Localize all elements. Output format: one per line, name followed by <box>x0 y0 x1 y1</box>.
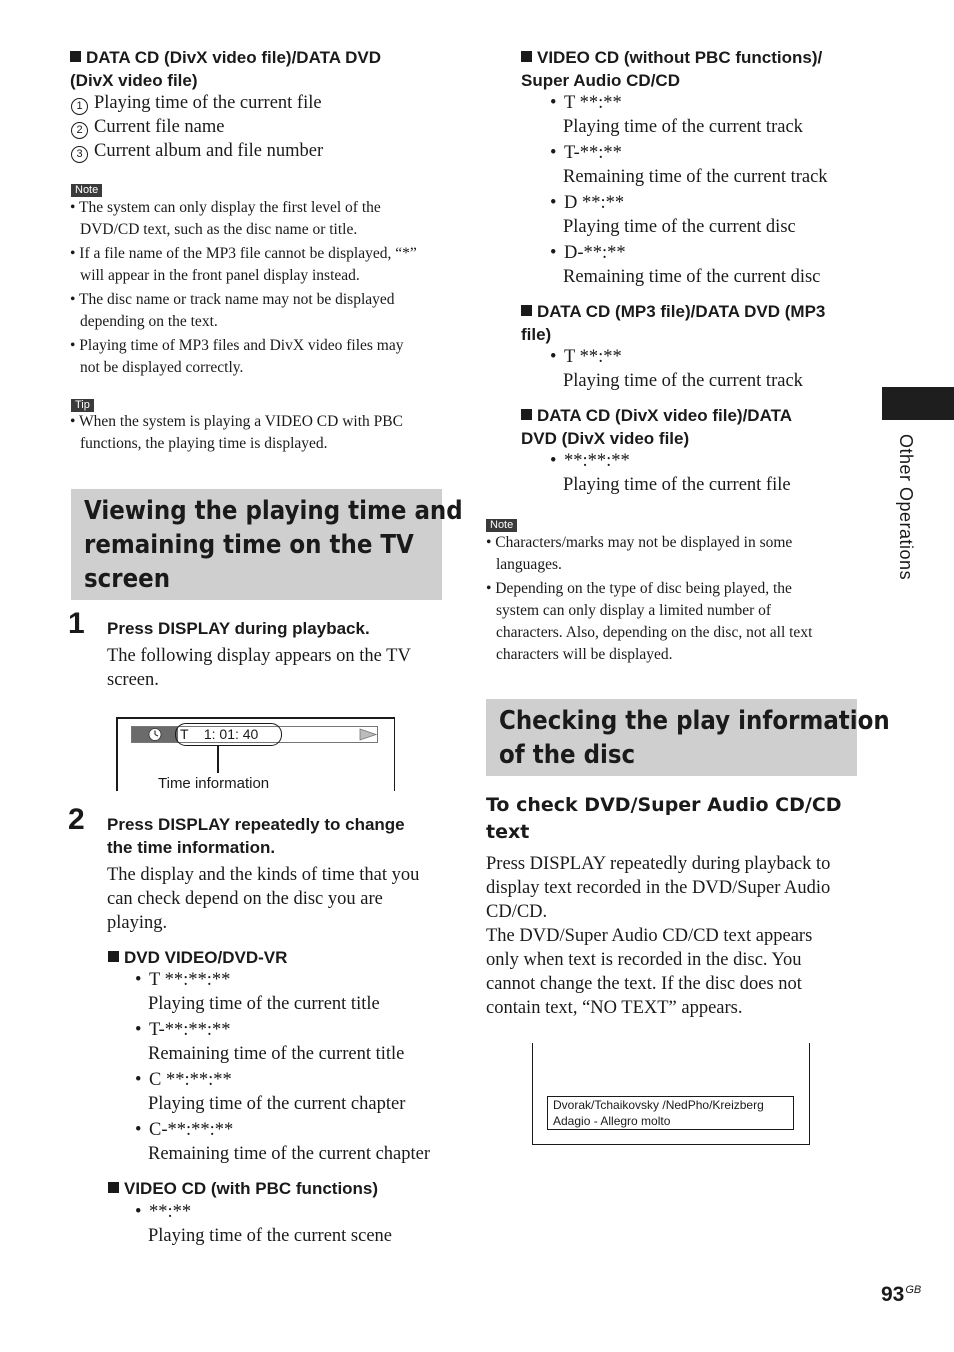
list-item: • C-**:**:** Remaining time of the current chapter <box>135 1120 431 1164</box>
square-bullet-icon <box>521 409 532 420</box>
step-1-body: The following display appears on the TV screen. <box>107 646 411 690</box>
list-item: • T-**:** Remaining time of the current track <box>550 143 828 187</box>
square-bullet-icon <box>108 1182 119 1193</box>
step-2-number: 2 <box>68 803 85 836</box>
number-circle-icon: 1 <box>71 98 88 115</box>
disc-text-paragraph: Press DISPLAY repeatedly during playback to display text recorded in the DVD/Super Audio CD/CD. The DVD/Super Audio CD/CD text appears only when text is recorded in the disc. You cannot change the text. If the disc does not contain text, “NO TEXT” appears. <box>486 854 831 1018</box>
list-item: • T-**:**:** Remaining time of the current title <box>135 1020 405 1064</box>
banner-title: Checking the play information of the disc <box>499 706 890 770</box>
vcd-heading: VIDEO CD (without PBC functions)/ Super Audio CD/CD <box>521 48 823 90</box>
step-2-title: Press DISPLAY repeatedly to change the time information. <box>107 815 405 857</box>
square-bullet-icon <box>108 951 119 962</box>
note-item: • The system can only display the first level of the DVD/CD text, such as the disc name or title. <box>70 199 381 238</box>
list-item: • T **:**:** Playing time of the current title <box>135 970 380 1014</box>
tv-osd-illustration <box>116 717 395 791</box>
square-bullet-icon <box>521 305 532 316</box>
note-label: Note <box>71 180 102 198</box>
list-item: • **:**:** Playing time of the current file <box>550 451 791 495</box>
list-item: • T **:** Playing time of the current track <box>550 347 803 391</box>
vcd-pbc-list <box>135 1200 392 1248</box>
vcd-pbc-heading: VIDEO CD (with PBC functions) <box>108 1177 378 1200</box>
osd-time-text: T 1: 01: 40 <box>180 726 259 742</box>
section-tab <box>882 387 954 420</box>
play-icon <box>359 728 377 746</box>
disc-text-subheading: To check DVD/Super Audio CD/CD text <box>486 794 842 843</box>
viewing-time-banner <box>71 489 463 600</box>
step-2-body: The display and the kinds of time that you can check depend on the disc you are playing. <box>107 865 420 933</box>
list-item: 1 Playing time of the current file <box>71 91 323 115</box>
note-item: • If a file name of the MP3 file cannot be displayed, “*” will appear in the front panel display instead. <box>70 245 417 284</box>
osd-caption: Time information <box>158 775 270 792</box>
numbered-list <box>71 91 323 163</box>
note-list <box>486 532 866 666</box>
divx-time-list <box>550 449 791 497</box>
dvd-time-list <box>135 968 430 1168</box>
note-item: • Depending on the type of disc being played, the system can only display a limited number of characters. Also, depending on the disc, not all text characters will be displayed. <box>486 580 813 663</box>
note-item: • Characters/marks may not be displayed in some languages. <box>486 534 793 573</box>
number-circle-icon: 3 <box>71 146 88 163</box>
banner-title: Viewing the playing time and remaining time on the TV screen <box>84 496 463 594</box>
sidebar-section-label: Other Operations <box>896 434 916 581</box>
disc-text-screen-illustration <box>532 1043 810 1145</box>
vcd-time-list <box>550 91 828 291</box>
clock-icon <box>132 727 178 742</box>
play-info-banner <box>486 699 890 776</box>
tip-text: • When the system is playing a VIDEO CD with PBC functions, the playing time is displayed. <box>70 413 403 452</box>
list-item: • **:** Playing time of the current scene <box>135 1202 393 1246</box>
disc-text-box: Dvorak/Tchaikovsky /NedPho/Kreizberg Adagio - Allegro molto <box>547 1096 794 1130</box>
divx-section-heading: DATA CD (DivX video file)/DATA DVD (DivX video file) <box>70 48 381 90</box>
tip-label: Tip <box>71 395 94 413</box>
square-bullet-icon <box>70 51 81 62</box>
divx-heading: DATA CD (DivX video file)/DATA DVD (DivX video file) <box>521 406 792 448</box>
list-item: 2 Current file name <box>71 115 323 139</box>
note-label: Note <box>486 515 517 533</box>
list-item: • C **:**:** Playing time of the current chapter <box>135 1070 406 1114</box>
number-circle-icon: 2 <box>71 122 88 139</box>
list-item: • D **:** Playing time of the current disc <box>550 193 796 237</box>
square-bullet-icon <box>521 51 532 62</box>
note-item: • Playing time of MP3 files and DivX video files may not be displayed correctly. <box>70 337 404 376</box>
dvd-heading: DVD VIDEO/DVD-VR <box>108 946 287 969</box>
list-item: 3 Current album and file number <box>71 139 323 163</box>
mp3-time-list <box>550 345 803 393</box>
step-1-number: 1 <box>68 607 85 640</box>
note-list <box>70 197 450 379</box>
list-item: • T **:** Playing time of the current track <box>550 93 803 137</box>
note-item: • The disc name or track name may not be displayed depending on the text. <box>70 291 395 330</box>
step-1-title: Press DISPLAY during playback. <box>107 619 370 638</box>
callout-line <box>217 746 219 773</box>
list-item: • D-**:** Remaining time of the current disc <box>550 243 821 287</box>
mp3-heading: DATA CD (MP3 file)/DATA DVD (MP3 file) <box>521 302 826 344</box>
page-number: $93^{GB}$ <box>881 1283 922 1306</box>
